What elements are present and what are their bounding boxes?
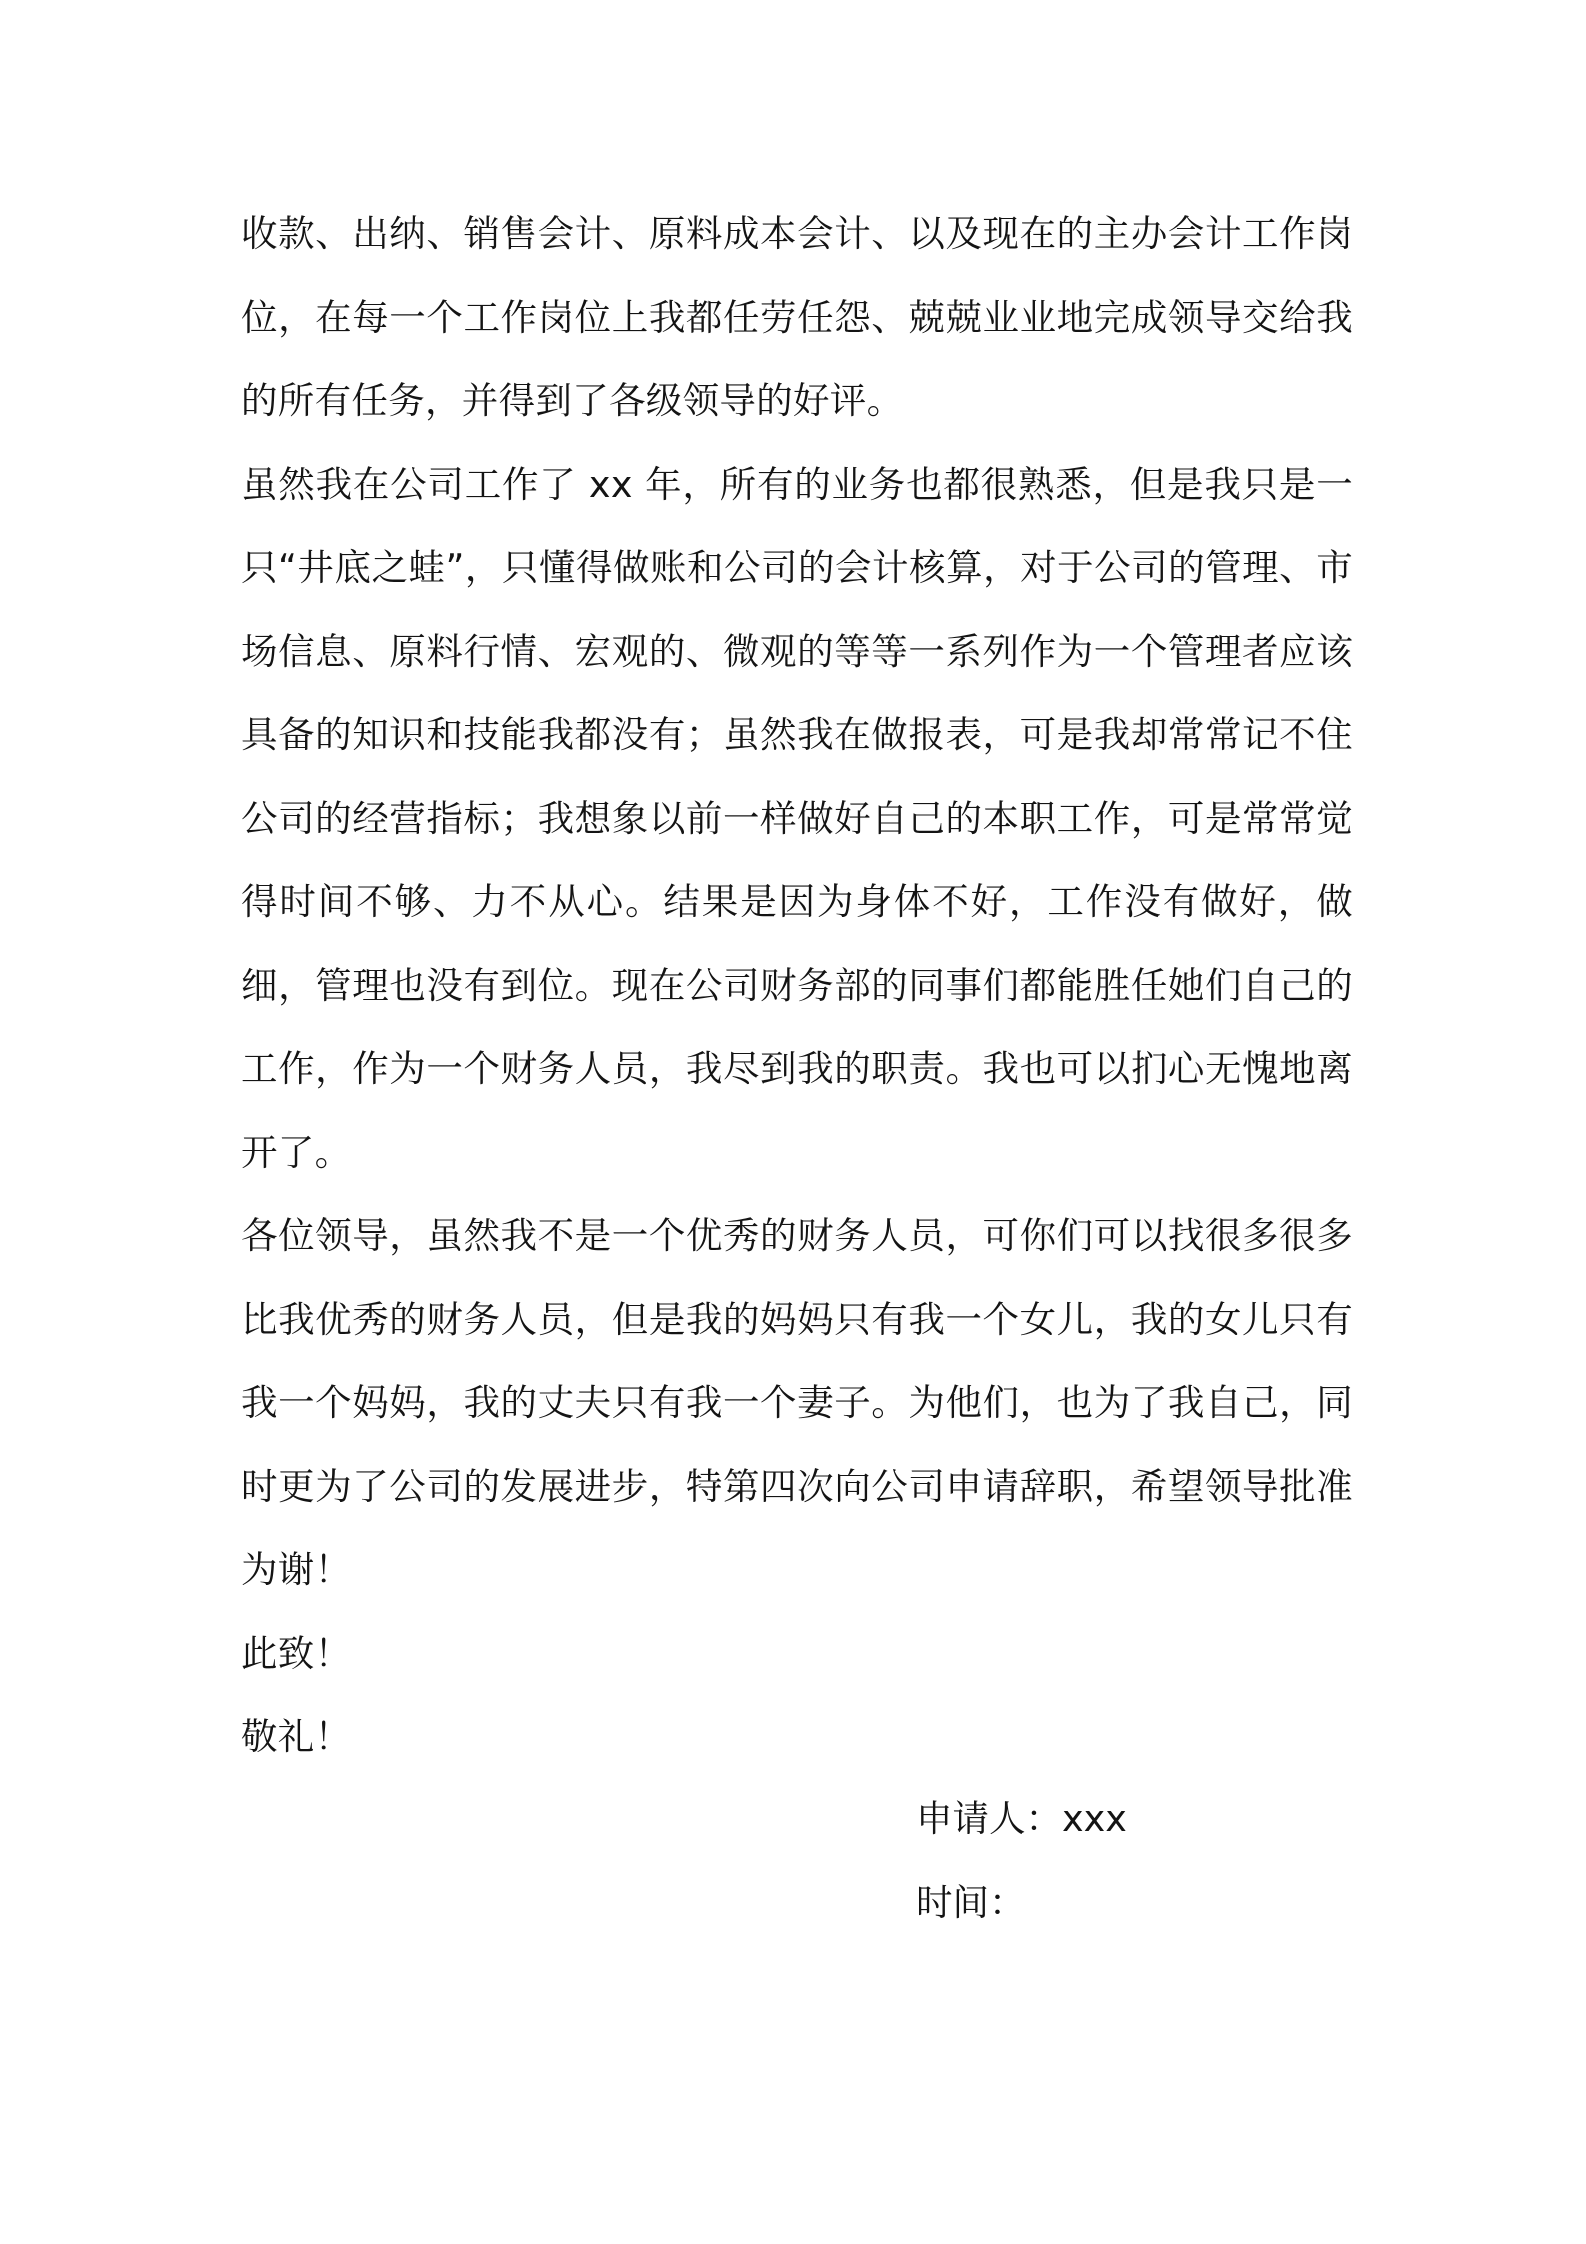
signature-block <box>916 1777 1127 1944</box>
paragraph-resignation-request: 各位领导，虽然我不是一个优秀的财务人员，可你们可以找很多很多比我优秀的财务人员，但是我的妈妈只有我一个女儿，我的女儿只有我一个妈妈，我的丈夫只有我一个妻子。为他们，也为了我自己，同时更为了公司的发展进步，特第四次向公司申请辞职，希望领导批准为谢！ <box>241 1214 1353 1591</box>
applicant-line: 申请人：xxx <box>916 1797 1127 1840</box>
closing-regards: 敬礼！ <box>241 1715 352 1758</box>
letter-body <box>241 192 1353 1779</box>
closing-salutation: 此致！ <box>241 1631 352 1675</box>
paragraph-work-history: 收款、出纳、销售会计、原料成本会计、以及现在的主办会计工作岗位，在每一个工作岗位上我都任劳任怨、兢兢业业地完成领导交给我的所有任务，并得到了各级领导的好评。 <box>241 212 1353 422</box>
date-line: 时间： <box>916 1880 1026 1924</box>
paragraph-self-assessment: 虽然我在公司工作了 xx 年，所有的业务也都很熟悉，但是我只是一只“井底之蛙”，只懂得做账和公司的会计核算，对于公司的管理、市场信息、原料行情、宏观的、微观的等等一系列作为一个管理者应该具备的知识和技能我都没有；虽然我在做报表，可是我却常常记不住公司的经营指标；我想象以前一样做好自己的本职工作，可是常常觉得时间不够、力不从心。结果是因为身体不好，工作没有做好，做细，管理也没有到位。现在公司财务部的同事们都能胜任她们自己的工作，作为一个财务人员，我尽到我的职责。我也可以扪心无愧地离开了。 <box>241 462 1353 1174</box>
